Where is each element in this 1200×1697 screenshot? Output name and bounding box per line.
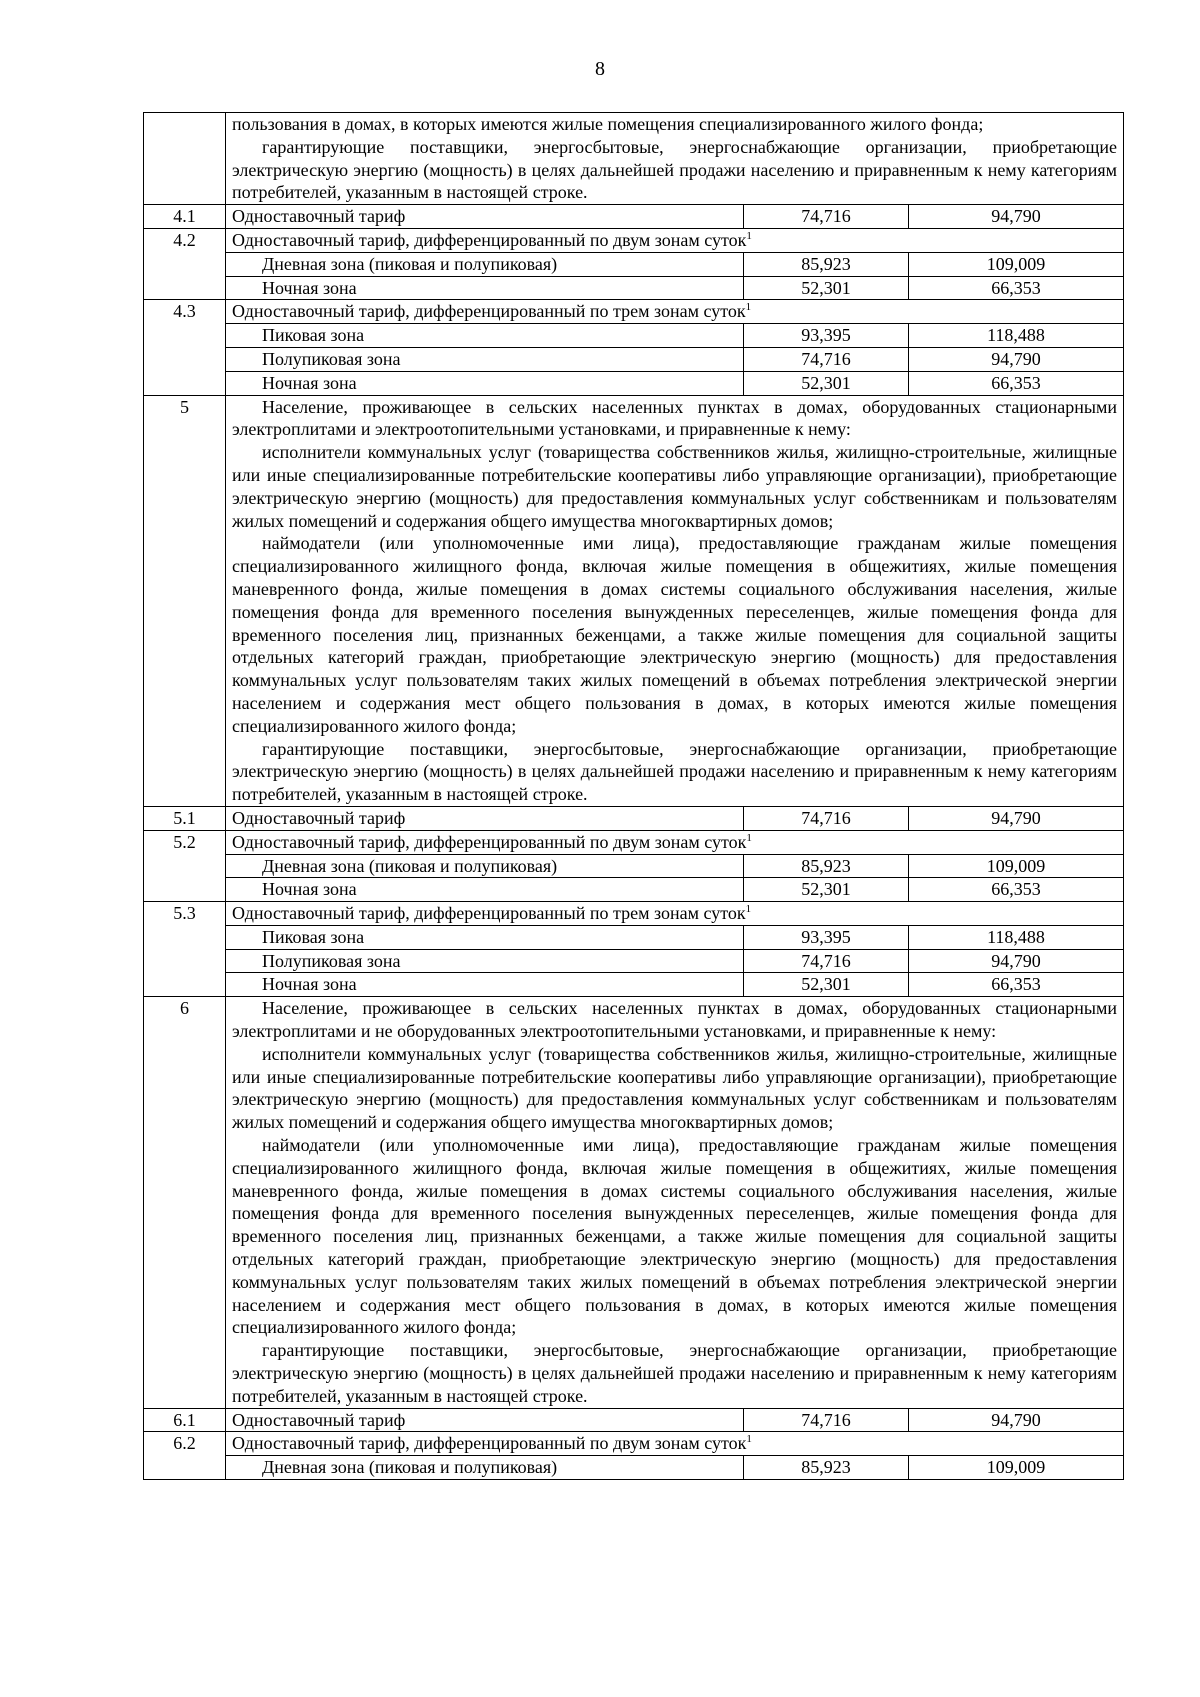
row-number-cell: 5.3 [144,902,226,997]
tariff-name-cell: Одноставочный тариф [226,806,744,830]
paragraph: исполнители коммунальных услуг (товарищества собственников жилья, жилищно-строительные, жилищные или иные специализированные потребительские кооперативы либо управляющие организации), приобретающие электрическую энергию (мощность) для предоставления коммунальных услуг собственникам и пользователям жилых помещений и содержания общего имущества многоквартирных домов; [232,1043,1118,1133]
row-number-cell: 4.1 [144,205,226,229]
row-number-cell [144,113,226,205]
value-cell-first-half: 74,716 [744,347,909,371]
footnote-mark: 1 [746,229,752,242]
table-row [144,830,1124,854]
paragraph: гарантирующие поставщики, энергосбытовые, энергоснабжающие организации, приобретающие электрическую энергию (мощность) в целях дальнейшей продажи населению и приравненным к нему категориям потребителей, указанным в настоящей строке. [232,738,1118,805]
row-number-cell: 6.1 [144,1408,226,1432]
tariff-name-cell: Одноставочный тариф [226,1408,744,1432]
table-row [144,252,1124,276]
row-number-cell: 6.2 [144,1432,226,1480]
table-row [144,925,1124,949]
table-row [144,902,1124,926]
row-number-cell: 4.3 [144,300,226,395]
tariff-name-cell [226,300,1124,324]
value-cell-second-half: 94,790 [909,806,1124,830]
zone-name-cell: Пиковая зона [226,324,744,348]
table-row [144,276,1124,300]
section-6-description [226,997,1124,1408]
table-row [144,1432,1124,1456]
table-row [144,324,1124,348]
table-row [144,1456,1124,1480]
table-row [144,228,1124,252]
table-row [144,806,1124,830]
value-cell-second-half: 94,790 [909,949,1124,973]
row-number-cell: 5.2 [144,830,226,901]
value-cell-second-half: 94,790 [909,205,1124,229]
value-cell-first-half: 74,716 [744,806,909,830]
paragraph: наймодатели (или уполномоченные ими лица), предоставляющие гражданам жилые помещения специализированного жилищного фонда, включая жилые помещения в общежитиях, жилые помещения маневренного фонда, жилые помещения в домах системы социального обслуживания населения, жилые помещения фонда для временного поселения вынужденных переселенцев, жилые помещения фонда для временного поселения лиц, признанных беженцами, а также жилые помещения для социальной защиты отдельных категорий граждан, приобретающие электрическую энергию (мощность) для предоставления коммунальных услуг пользователям таких жилых помещений в объемах потребления электрической энергии населением и содержания мест общего пользования в домах, в которых имеются жилые помещения специализированного жилого фонда; [232,1135,1118,1338]
table-row [144,854,1124,878]
zone-name-cell: Дневная зона (пиковая и полупиковая) [226,1456,744,1480]
value-cell-first-half: 74,716 [744,949,909,973]
zone-name-cell: Ночная зона [226,878,744,902]
paragraph: гарантирующие поставщики, энергосбытовые, энергоснабжающие организации, приобретающие электрическую энергию (мощность) в целях дальнейшей продажи населению и приравненным к нему категориям потребителей, указанным в настоящей строке. [232,1340,1118,1406]
value-cell-first-half: 52,301 [744,276,909,300]
value-cell-second-half: 118,488 [909,925,1124,949]
footnote-mark: 1 [746,1433,752,1446]
table-row [144,997,1124,1408]
value-cell-second-half: 66,353 [909,371,1124,395]
tariff-name-text: Одноставочный тариф, дифференцированный по двум зонам суток [232,229,747,250]
footnote-mark: 1 [746,831,752,844]
row-number-cell: 5.1 [144,806,226,830]
value-cell-first-half: 52,301 [744,973,909,997]
value-cell-second-half: 66,353 [909,878,1124,902]
table-row [144,347,1124,371]
tariff-name-cell: Одноставочный тариф [226,205,744,229]
row-number-cell: 5 [144,395,226,806]
row-number-cell: 6 [144,997,226,1408]
row-number-cell: 4.2 [144,228,226,299]
footnote-mark: 1 [745,903,752,916]
paragraph: пользования в домах, в которых имеются жилые помещения специализированного жилого фонда; [232,114,984,134]
table-row [144,973,1124,997]
tariff-name-cell [226,1432,1124,1456]
table-row [144,878,1124,902]
table-row [144,1408,1124,1432]
tariff-name-text: Одноставочный тариф, дифференцированный по двум зонам суток [232,831,747,852]
table-row [144,113,1124,205]
value-cell-first-half: 85,923 [744,854,909,878]
value-cell-second-half: 94,790 [909,1408,1124,1432]
tariff-name-text: Одноставочный тариф, дифференцированный по трем зонам суток [232,903,746,924]
tariff-name-cell [226,228,1124,252]
value-cell-first-half: 93,395 [744,925,909,949]
tariff-name-cell [226,902,1124,926]
value-cell-first-half: 85,923 [744,252,909,276]
tariff-name-cell [226,830,1124,854]
value-cell-first-half: 52,301 [744,371,909,395]
zone-name-cell: Ночная зона [226,973,744,997]
value-cell-first-half: 52,301 [744,878,909,902]
value-cell-first-half: 74,716 [744,205,909,229]
table-row [144,371,1124,395]
table-row [144,395,1124,806]
section-5-description [226,395,1124,806]
value-cell-second-half: 109,009 [909,854,1124,878]
tariff-table [143,112,1124,1480]
zone-name-cell: Ночная зона [226,276,744,300]
value-cell-first-half: 93,395 [744,324,909,348]
value-cell-second-half: 66,353 [909,973,1124,997]
value-cell-second-half: 66,353 [909,276,1124,300]
paragraph: Население, проживающее в сельских населенных пунктах в домах, оборудованных стационарными электроплитами и электроотопительными установками, и приравненные к нему: [232,396,1118,440]
value-cell-second-half: 118,488 [909,324,1124,348]
value-cell-first-half: 74,716 [744,1408,909,1432]
table-row [144,300,1124,324]
tariff-name-text: Одноставочный тариф, дифференцированный по двум зонам суток [232,1433,747,1454]
value-cell-second-half: 94,790 [909,347,1124,371]
value-cell-first-half: 85,923 [744,1456,909,1480]
page-number: 8 [595,58,605,80]
paragraph: исполнители коммунальных услуг (товарищества собственников жилья, жилищно-строительные, жилищные или иные специализированные потребительские кооперативы либо управляющие организации), приобретающие электрическую энергию (мощность) для предоставления коммунальных услуг собственникам и пользователям жилых помещений и содержания общего имущества многоквартирных домов; [232,442,1118,531]
zone-name-cell: Полупиковая зона [226,949,744,973]
table-row [144,205,1124,229]
paragraph: Население, проживающее в сельских населенных пунктах в домах, оборудованных стационарными электроплитами и не оборудованных электроотопительными установками, и приравненные к нему: [232,998,1118,1042]
zone-name-cell: Полупиковая зона [226,347,744,371]
zone-name-cell: Дневная зона (пиковая и полупиковая) [226,252,744,276]
zone-name-cell: Дневная зона (пиковая и полупиковая) [226,854,744,878]
zone-name-cell: Пиковая зона [226,925,744,949]
section-4-description [226,113,1124,205]
tariff-name-text: Одноставочный тариф, дифференцированный по трем зонам суток [232,301,746,322]
paragraph: наймодатели (или уполномоченные ими лица), предоставляющие гражданам жилые помещения специализированного жилищного фонда, включая жилые помещения в общежитиях, жилые помещения маневренного фонда, жилые помещения в домах системы социального обслуживания населения, жилые помещения фонда для временного поселения вынужденных переселенцев, жилые помещения фонда для временного поселения лиц, признанных беженцами, а также жилые помещения для социальной защиты отдельных категорий граждан, приобретающие электрическую энергию (мощность) для предоставления коммунальных услуг пользователям таких жилых помещений в объемах потребления электрической энергии населением и содержания мест общего пользования в домах, в которых имеются жилые помещения специализированного жилого фонда; [232,533,1118,736]
paragraph: гарантирующие поставщики, энергосбытовые, энергоснабжающие организации, приобретающие электрическую энергию (мощность) в целях дальнейшей продажи населению и приравненным к нему категориям потребителей, указанным в настоящей строке. [232,136,1118,203]
table-row [144,949,1124,973]
footnote-mark: 1 [745,301,752,314]
zone-name-cell: Ночная зона [226,371,744,395]
value-cell-second-half: 109,009 [909,1456,1124,1480]
value-cell-second-half: 109,009 [909,252,1124,276]
